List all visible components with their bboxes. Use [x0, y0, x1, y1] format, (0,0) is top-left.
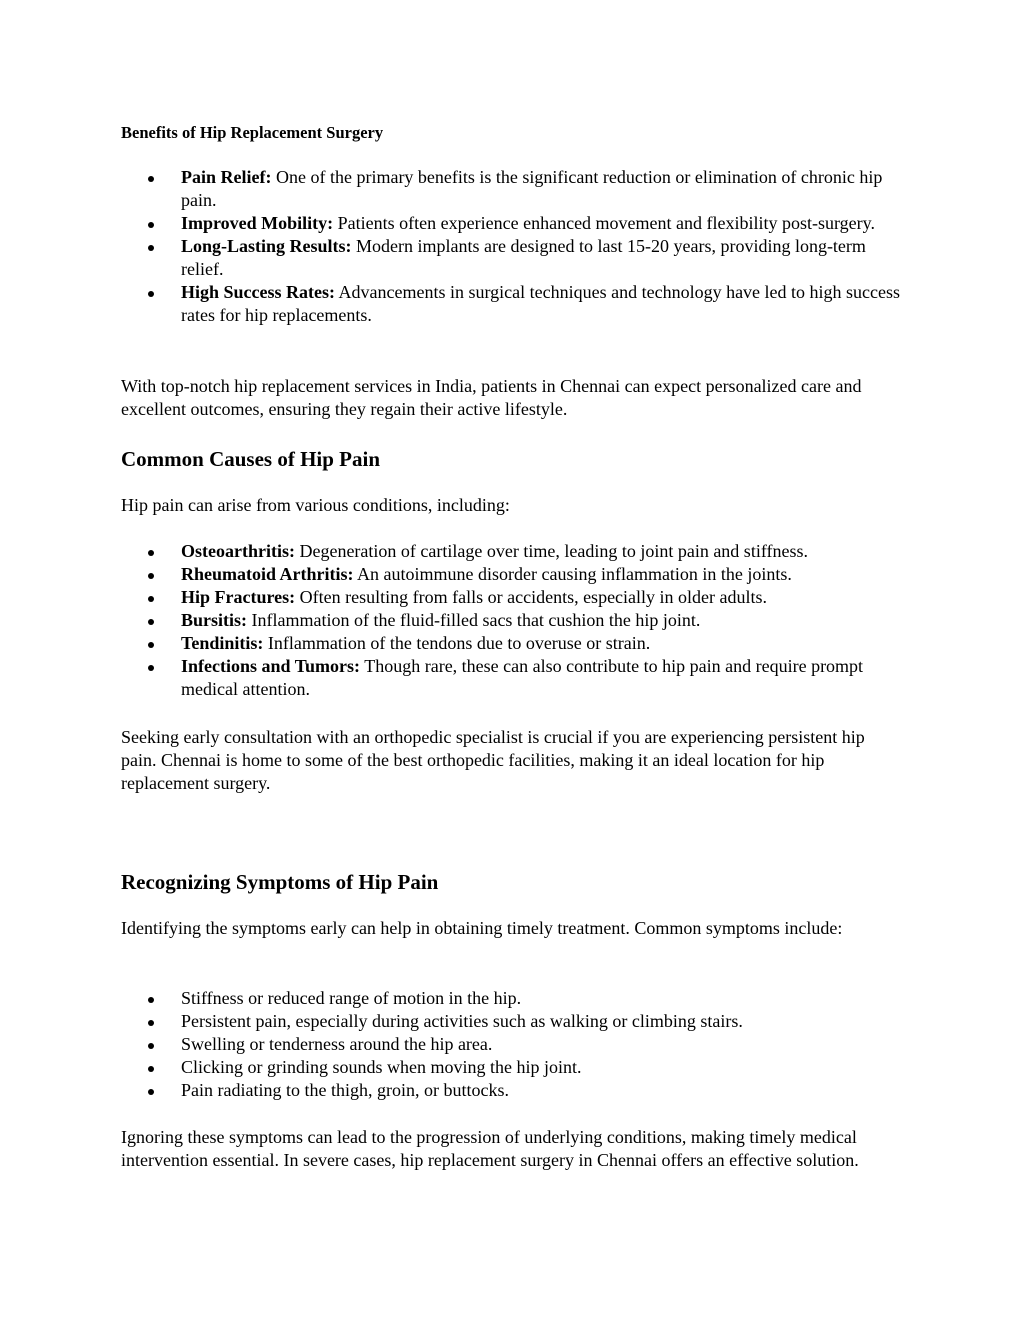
bullet-icon	[148, 1089, 154, 1095]
item-term: Rheumatoid Arthritis:	[181, 564, 354, 584]
bullet-icon	[148, 222, 154, 228]
bullet-icon	[148, 245, 154, 251]
list-item	[121, 655, 901, 701]
item-text: One of the primary benefits is the significant reduction or elimination of chronic hip pain.	[181, 167, 883, 210]
bullet-icon	[148, 1020, 154, 1026]
list-item	[121, 563, 901, 586]
list-item	[121, 235, 901, 281]
symptoms-list	[121, 987, 901, 1102]
list-item	[121, 166, 901, 212]
item-text: Often resulting from falls or accidents, especially in older adults.	[295, 587, 768, 607]
item-text: Modern implants are designed to last 15-20 years, providing long-term relief.	[181, 236, 866, 279]
causes-intro-paragraph: Hip pain can arise from various conditions, including:	[121, 495, 510, 515]
item-text: Stiffness or reduced range of motion in the hip.	[181, 988, 522, 1008]
item-text: Clicking or grinding sounds when moving the hip joint.	[181, 1057, 582, 1077]
list-item	[121, 281, 901, 327]
item-text: Inflammation of the tendons due to overuse or strain.	[263, 633, 651, 653]
list-item	[121, 609, 901, 632]
list-item	[121, 987, 901, 1010]
list-item	[121, 1056, 901, 1079]
item-term: Bursitis:	[181, 610, 248, 630]
bullet-icon	[148, 642, 154, 648]
benefits-closing-paragraph: With top-notch hip replacement services in India, patients in Chennai can expect personalized care and excellent outcomes, ensuring they regain their active lifestyle.	[121, 376, 862, 419]
symptoms-intro-paragraph: Identifying the symptoms early can help in obtaining timely treatment. Common symptoms include:	[121, 918, 843, 938]
list-item	[121, 1033, 901, 1056]
bullet-icon	[148, 1066, 154, 1072]
item-term: Pain Relief:	[181, 167, 272, 187]
item-text: Swelling or tenderness around the hip area.	[181, 1034, 493, 1054]
list-item	[121, 586, 901, 609]
bullet-icon	[148, 176, 154, 182]
bullet-icon	[148, 573, 154, 579]
item-term: Infections and Tumors:	[181, 656, 361, 676]
item-text: Patients often experience enhanced movement and flexibility post-surgery.	[333, 213, 875, 233]
bullet-icon	[148, 291, 154, 297]
item-term: Hip Fractures:	[181, 587, 296, 607]
item-term: Osteoarthritis:	[181, 541, 295, 561]
causes-list	[121, 540, 901, 701]
list-item	[121, 1010, 901, 1033]
bullet-icon	[148, 550, 154, 556]
benefits-list	[121, 166, 901, 327]
benefits-heading: Benefits of Hip Replacement Surgery	[121, 123, 384, 142]
bullet-icon	[148, 665, 154, 671]
list-item	[121, 540, 901, 563]
list-item	[121, 212, 901, 235]
item-text: Advancements in surgical techniques and technology have led to high success rates for hip replacements.	[181, 282, 901, 325]
causes-heading: Common Causes of Hip Pain	[121, 447, 381, 471]
item-term: Long-Lasting Results:	[181, 236, 352, 256]
symptoms-heading: Recognizing Symptoms of Hip Pain	[121, 870, 439, 894]
item-text: Inflammation of the fluid-filled sacs that cushion the hip joint.	[247, 610, 701, 630]
item-term: Improved Mobility:	[181, 213, 334, 233]
list-item	[121, 1079, 901, 1102]
item-term: High Success Rates:	[181, 282, 335, 302]
item-term: Tendinitis:	[181, 633, 264, 653]
item-text: Though rare, these can also contribute to hip pain and require prompt medical attention.	[181, 656, 864, 699]
causes-closing-paragraph: Seeking early consultation with an orthopedic specialist is crucial if you are experiencing persistent hip pain. Chennai is home to some of the best orthopedic facilities, making it an ideal location for hip replacement surgery.	[121, 727, 865, 793]
item-text: Persistent pain, especially during activities such as walking or climbing stairs.	[181, 1011, 743, 1031]
symptoms-closing-paragraph: Ignoring these symptoms can lead to the progression of underlying conditions, making timely medical intervention essential. In severe cases, hip replacement surgery in Chennai offers an effective solution.	[121, 1127, 859, 1170]
bullet-icon	[148, 596, 154, 602]
item-text: An autoimmune disorder causing inflammation in the joints.	[353, 564, 792, 584]
bullet-icon	[148, 1043, 154, 1049]
list-item	[121, 632, 901, 655]
bullet-icon	[148, 997, 154, 1003]
item-text: Pain radiating to the thigh, groin, or buttocks.	[181, 1080, 509, 1100]
item-text: Degeneration of cartilage over time, leading to joint pain and stiffness.	[294, 541, 808, 561]
bullet-icon	[148, 619, 154, 625]
